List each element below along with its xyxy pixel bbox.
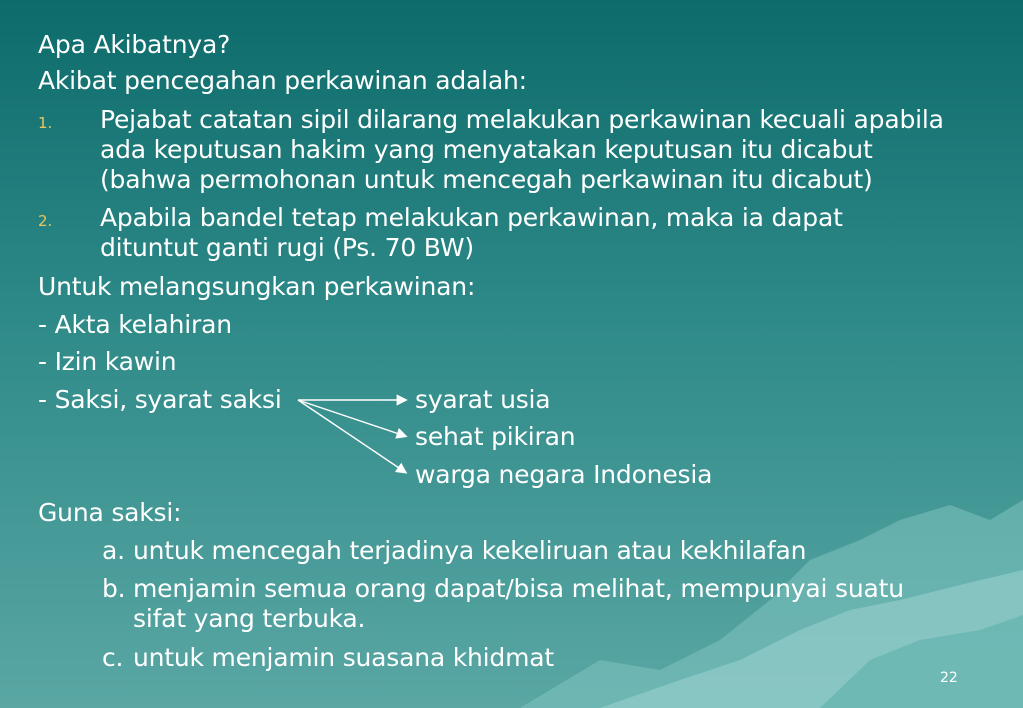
slide-title: Apa Akibatnya? <box>38 30 231 59</box>
intro-text: Akibat pencegahan perkawinan adalah: <box>38 66 527 95</box>
witness-condition-citizen: warga negara Indonesia <box>415 460 713 489</box>
purpose-a-letter: a. <box>102 536 125 565</box>
item-1-line-1: Pejabat catatan sipil dilarang melakukan perkawinan kecuali apabila <box>100 105 944 134</box>
requirement-birth-certificate: - Akta kelahiran <box>38 310 232 339</box>
witness-condition-age: syarat usia <box>415 385 551 414</box>
item-2-line-1: Apabila bandel tetap melakukan perkawinan, maka ia dapat <box>100 203 843 232</box>
purpose-a-line-1: untuk mencegah terjadinya kekeliruan atau kekhilafan <box>133 536 807 565</box>
witness-purpose-heading: Guna saksi: <box>38 498 182 527</box>
item-number-2: 2. <box>38 212 53 230</box>
purpose-c-line-1: untuk menjamin suasana khidmat <box>133 643 554 672</box>
purpose-b-letter: b. <box>102 574 126 603</box>
witness-condition-sane: sehat pikiran <box>415 422 576 451</box>
item-2-line-2: dituntut ganti rugi (Ps. 70 BW) <box>100 233 474 262</box>
page-number: 22 <box>940 670 958 686</box>
item-1-line-2: ada keputusan hakim yang menyatakan keputusan itu dicabut <box>100 135 873 164</box>
requirement-witness: - Saksi, syarat saksi <box>38 385 282 414</box>
requirement-marriage-permit: - Izin kawin <box>38 347 177 376</box>
requirements-heading: Untuk melangsungkan perkawinan: <box>38 272 476 301</box>
purpose-b-line-2: sifat yang terbuka. <box>133 604 366 633</box>
purpose-c-letter: c. <box>102 643 124 672</box>
item-number-1: 1. <box>38 114 53 132</box>
item-1-line-3: (bahwa permohonan untuk mencegah perkawinan itu dicabut) <box>100 165 873 194</box>
purpose-b-line-1: menjamin semua orang dapat/bisa melihat, mempunyai suatu <box>133 574 904 603</box>
